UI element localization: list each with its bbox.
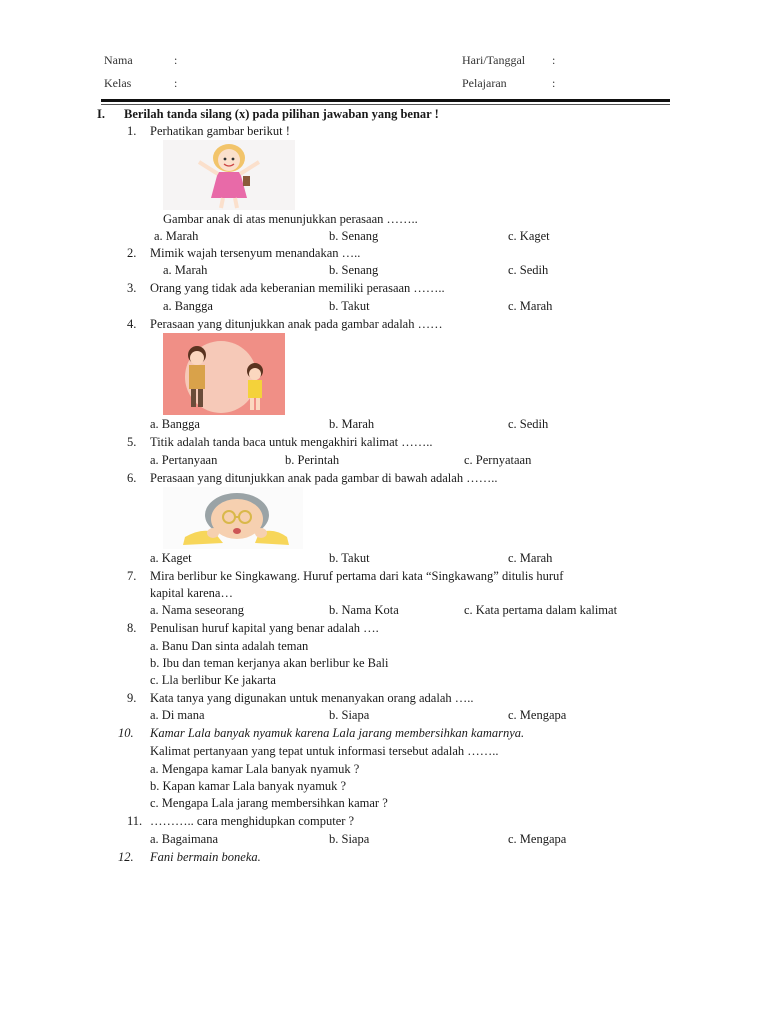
q4-option-b: b. Marah — [329, 417, 375, 431]
q2-option-b: b. Senang — [329, 263, 379, 277]
q5-option-a: a. Pertanyaan — [150, 453, 218, 467]
scared-child-image — [163, 487, 303, 549]
q6-option-a: a. Kaget — [150, 551, 192, 565]
q4-option-a: a. Bangga — [150, 417, 200, 431]
q10-option-b: b. Kapan kamar Lala banyak nyamuk ? — [150, 779, 347, 793]
q1-text: Perhatikan gambar berikut ! — [150, 124, 290, 138]
q11-text: ……….. cara menghidupkan computer ? — [150, 814, 355, 828]
q7-text-continued: kapital karena… — [150, 586, 233, 600]
q6-text: Perasaan yang ditunjukkan anak pada gambar di bawah adalah …….. — [150, 471, 498, 485]
q7-text: Mira berlibur ke Singkawang. Huruf pertama dari kata “Singkawang” ditulis huruf — [150, 569, 564, 583]
q5-option-c: c. Pernyataan — [464, 453, 532, 467]
pelajaran-label: Pelajaran — [462, 76, 507, 90]
q8-option-a: a. Banu Dan sinta adalah teman — [150, 639, 309, 653]
q2-number: 2. — [127, 246, 137, 260]
q8-text: Penulisan huruf kapital yang benar adalah …. — [150, 621, 379, 635]
q4-number: 4. — [127, 317, 137, 331]
q3-number: 3. — [127, 281, 137, 295]
q1-option-c: c. Kaget — [508, 229, 550, 243]
q6-option-b: b. Takut — [329, 551, 370, 565]
q10-prompt: Kalimat pertanyaan yang tepat untuk informasi tersebut adalah …….. — [150, 744, 499, 758]
q10-number: 10. — [118, 726, 134, 740]
header-rule-thin — [101, 104, 670, 105]
q9-option-c: c. Mengapa — [508, 708, 567, 722]
q7-option-c: c. Kata pertama dalam kalimat — [464, 603, 618, 617]
q11-option-a: a. Bagaimana — [150, 832, 219, 846]
q6-number: 6. — [127, 471, 137, 485]
q11-number: 11. — [127, 814, 143, 828]
q3-option-b: b. Takut — [329, 299, 370, 313]
q5-option-b: b. Perintah — [285, 453, 340, 467]
q6-option-c: c. Marah — [508, 551, 553, 565]
q4-option-c: c. Sedih — [508, 417, 549, 431]
kelas-colon: : — [174, 76, 178, 90]
q5-number: 5. — [127, 435, 137, 449]
q2-option-c: c. Sedih — [508, 263, 549, 277]
q2-option-a: a. Marah — [163, 263, 208, 277]
q9-option-b: b. Siapa — [329, 708, 370, 722]
q10-text: Kamar Lala banyak nyamuk karena Lala jarang membersihkan kamarnya. — [150, 726, 525, 740]
q2-text: Mimik wajah tersenyum menandakan ….. — [150, 246, 361, 260]
q12-text: Fani bermain boneka. — [150, 850, 261, 864]
q9-number: 9. — [127, 691, 137, 705]
q7-option-a: a. Nama seseorang — [150, 603, 245, 617]
q3-option-a: a. Bangga — [163, 299, 213, 313]
q8-option-c: c. Lla berlibur Ke jakarta — [150, 673, 276, 687]
q9-text: Kata tanya yang digunakan untuk menanyakan orang adalah ….. — [150, 691, 474, 705]
q5-text: Titik adalah tanda baca untuk mengakhiri kalimat …….. — [150, 435, 433, 449]
q3-option-c: c. Marah — [508, 299, 553, 313]
header-rule-thick — [101, 99, 670, 102]
nama-colon: : — [174, 53, 178, 67]
q12-number: 12. — [118, 850, 134, 864]
q4-text: Perasaan yang ditunjukkan anak pada gambar adalah …… — [150, 317, 443, 331]
q9-option-a: a. Di mana — [150, 708, 205, 722]
pelajaran-colon: : — [552, 76, 556, 90]
q7-number: 7. — [127, 569, 137, 583]
hari-tanggal-colon: : — [552, 53, 556, 67]
q11-option-b: b. Siapa — [329, 832, 370, 846]
q1-prompt: Gambar anak di atas menunjukkan perasaan …….. — [163, 212, 418, 226]
nama-label: Nama — [104, 53, 133, 67]
girl-happy-image — [163, 140, 295, 210]
q8-number: 8. — [127, 621, 137, 635]
q7-option-b: b. Nama Kota — [329, 603, 399, 617]
kelas-label: Kelas — [104, 76, 132, 90]
q1-option-b: b. Senang — [329, 229, 379, 243]
q10-option-a: a. Mengapa kamar Lala banyak nyamuk ? — [150, 762, 360, 776]
q1-number: 1. — [127, 124, 137, 138]
q11-option-c: c. Mengapa — [508, 832, 567, 846]
q8-option-b: b. Ibu dan teman kerjanya akan berlibur ke Bali — [150, 656, 389, 670]
hari-tanggal-label: Hari/Tanggal — [462, 53, 526, 67]
q1-option-a: a. Marah — [154, 229, 199, 243]
q3-text: Orang yang tidak ada keberanian memiliki perasaan …….. — [150, 281, 445, 295]
section-number: I. — [97, 107, 105, 121]
q10-option-c: c. Mengapa Lala jarang membersihkan kamar ? — [150, 796, 388, 810]
children-image — [163, 333, 285, 415]
section-title: Berilah tanda silang (x) pada pilihan jawaban yang benar ! — [124, 107, 439, 121]
